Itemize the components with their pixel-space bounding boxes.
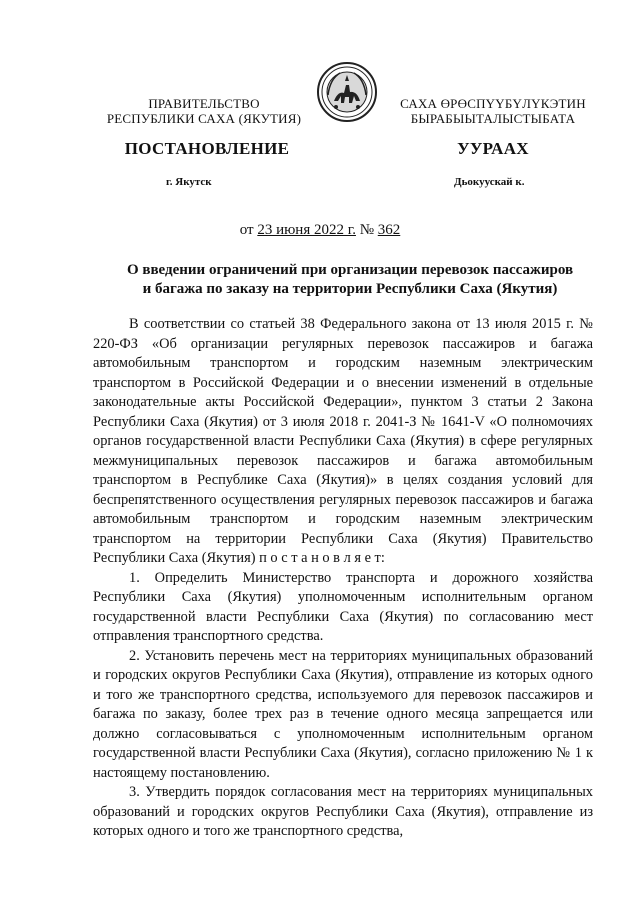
issuer-left bbox=[94, 96, 314, 126]
doc-title bbox=[110, 261, 590, 299]
issuer-right-line1: САХА ӨРӨСПҮҮБҮЛҮКЭТИН bbox=[400, 96, 586, 111]
doc-date: 23 июня 2022 г. bbox=[257, 222, 356, 238]
city-sah: Дьокуускай к. bbox=[454, 176, 525, 188]
date-prefix: от bbox=[239, 222, 258, 238]
number-label: № bbox=[355, 222, 378, 238]
doc-type-sah: УУРААХ bbox=[457, 139, 529, 158]
paragraph-preamble: В соответствии со статьей 38 Федерального закона от 13 июля 2015 г. № 220-ФЗ «Об организации регулярных перевозок пассажиров и багажа автомобильным транспортом и городским наземным электрическим транспортом в Российской Федерации и о внесении изменений в отдельные законодательные акты Российской Федерации», пунктом 3 статьи 2 Закона Республики Саха (Якутия) от 3 июля 2018 г. 2041-З № 1641-V «О полномочиях органов государственной власти Республики Саха (Якутия) в сфере регулярных межмуниципальных перевозок пассажиров и багажа автомобильным транспортом в Республике Саха (Якутия)» в целях создания условий для беспрепятственного осуществления регулярных перевозок пассажиров и багажа автомобильным транспортом и городским наземным электрическим транспортом на территории Республики Саха (Якутия) Правительство Республики Саха (Якутия) п о с т а н о в л я е т: bbox=[93, 316, 593, 566]
paragraph-2: 2. Установить перечень мест на территориях муниципальных образований и городских округов Республики Саха (Якутия), отправление из которых одного и того же транспортного средства, используемого для перевозок пассажиров и багажа по заказу, более трех раз в течение одного месяца запрещается или должно согласовываться с уполномоченным исполнительным органом государственной власти Республики Саха (Якутия), согласно приложению № 1 к настоящему постановлению. bbox=[93, 647, 593, 781]
paragraph-1: 1. Определить Министерство транспорта и дорожного хозяйства Республики Саха (Якутия) уполномоченным исполнительным органом государственной власти Республики Саха (Якутия) по согласованию мест отправления транспортного средства. bbox=[93, 569, 593, 644]
doc-type-ru: ПОСТАНОВЛЕНИЕ bbox=[124, 139, 290, 158]
issuer-right-line2: БЫРАБЫЫТАЛЫСТЫБАТА bbox=[410, 111, 576, 126]
doc-title-line1: О введении ограничений при организации перевозок пассажиров bbox=[126, 262, 574, 278]
doc-body bbox=[93, 315, 593, 842]
date-line bbox=[0, 222, 640, 239]
doc-title-line2: и багажа по заказу на территории Республики Саха (Якутия) bbox=[142, 281, 558, 297]
city-ru: г. Якутск bbox=[166, 176, 212, 188]
issuer-right bbox=[388, 96, 598, 126]
paragraph-3: 3. Утвердить порядок согласования мест на территориях муниципальных образований и городских округов Республики Саха (Якутия), отправление из которых одного и того же транспортного средства, bbox=[93, 784, 593, 839]
issuer-left-line2: РЕСПУБЛИКИ САХА (ЯКУТИЯ) bbox=[106, 111, 302, 126]
doc-number: 362 bbox=[377, 222, 401, 238]
coat-of-arms-icon bbox=[316, 61, 378, 123]
issuer-left-line1: ПРАВИТЕЛЬСТВО bbox=[148, 96, 260, 111]
